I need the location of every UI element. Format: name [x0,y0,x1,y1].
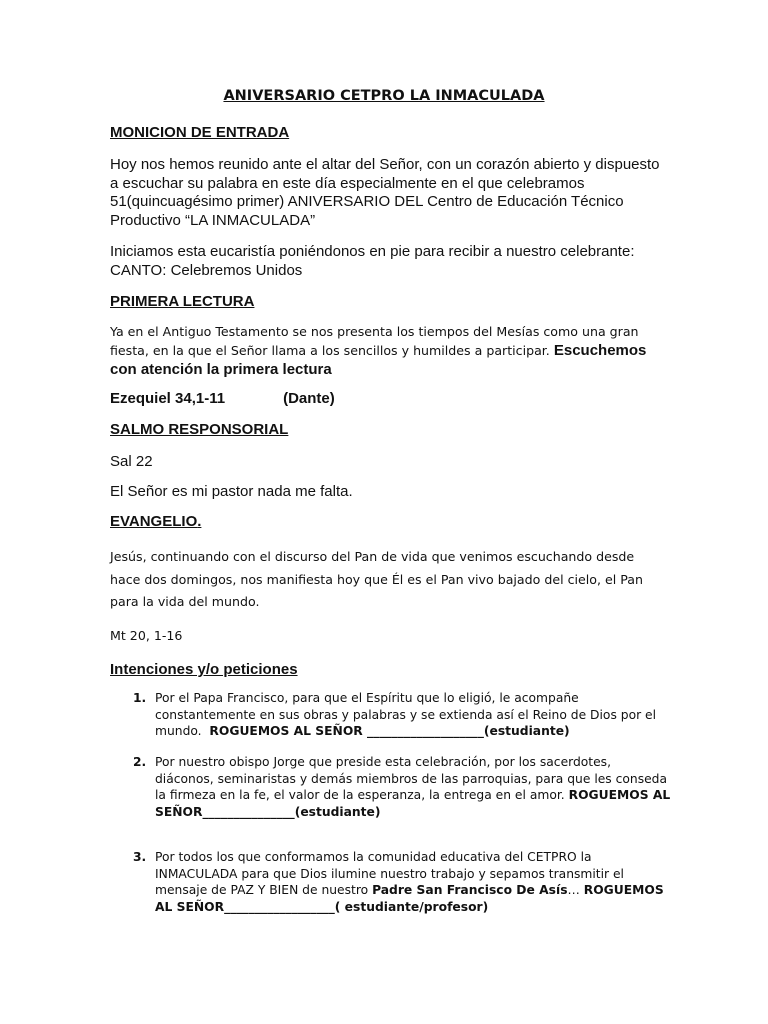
intenciones-heading: Intenciones y/o peticiones [110,661,298,678]
intencion-item-2 [133,754,673,820]
primera-cita: Ezequiel 34,1-11 [110,390,226,407]
primera-text [110,322,660,379]
salmo-respuesta: El Señor es mi pastor nada me falta. [110,483,353,500]
monicion-heading: MONICION DE ENTRADA [110,124,290,141]
intencion-response: ROGUEMOS AL SEÑOR ___________________(estudiante) [209,724,570,738]
intencion-number: 3. [133,850,147,864]
document-title: ANIVERSARIO CETPRO LA INMACULADA [223,88,545,104]
evangelio-heading-dot: . [197,513,202,530]
intencion-response: ROGUEMOS AL SEÑOR_______________(estudiante) [155,788,671,819]
intencion-ellipsis: … [567,883,580,897]
evangelio-text: Jesús, continuando con el discurso del Pan de vida que venimos escuchando desde hace dos domingos, nos manifiesta hoy que Él es el Pan vivo bajado del cielo, el Pan para la vida del mundo. [110,549,643,609]
intencion-number: 1. [133,691,147,705]
primera-heading: PRIMERA LECTURA [110,293,255,310]
intencion-text [155,690,673,740]
intencion-number: 2. [133,755,147,769]
evangelio-heading [110,513,201,530]
evangelio-heading-text: EVANGELIO [110,513,198,530]
monicion-paragraph-2 [110,243,660,280]
evangelio-cita: Mt 20, 1-16 [110,628,183,643]
salmo-heading: SALMO RESPONSORIAL [110,421,289,438]
intencion-item-3 [133,849,673,915]
intencion-body: Por nuestro obispo Jorge que preside esta celebración, por los sacerdotes, diáconos, seminaristas y demás miembros de las parroquias, para que les conseda la firmeza en la fe, el valor de la esperanza, la entrega en el amor. [155,755,668,802]
primera-lector: (Dante) [283,390,335,407]
canto-line: CANTO: Celebremos Unidos [110,261,303,279]
monicion-paragraph-1: Hoy nos hemos reunido ante el altar del Señor, con un corazón abierto y dispuesto a escuchar su palabra en este día especialmente en el que celebramos 51(quincuagésimo primer) ANIVERSARIO DEL Centro de Educación Técnico Productivo “LA INMACULADA” [110,156,660,229]
intencion-response: ROGUEMOS AL SEÑOR__________________( estudiante/profesor) [155,883,664,914]
intencion-text [155,849,673,915]
intencion-text [155,754,673,820]
monicion-paragraph-2a: Iniciamos esta eucaristía poniéndonos en pie para recibir a nuestro celebrante: [110,243,635,260]
intencion-body: Por el Papa Francisco, para que el Espíritu que lo eligió, le acompañe constantemente en sus obras y palabras y se extienda así el Reino de Dios por el mundo. [155,691,657,738]
intencion-name: Padre San Francisco De Asís [372,883,568,897]
primera-bold: Escuchemos con atención la primera lectura [110,342,647,378]
primera-intro: Ya en el Antiguo Testamento se nos presenta los tiempos del Mesías como una gran fiesta, en la que el Señor llama a los sencillos y humildes a participar. [110,324,639,358]
primera-cita-line [110,390,660,409]
salmo-cita: Sal 22 [110,453,153,470]
intencion-item-1 [133,690,673,740]
intencion-body: Por todos los que conformamos la comunidad educativa del CETPRO la INMACULADA para que Dios ilumine nuestro trabajo y sepamos transmitir el mensaje de PAZ Y BIEN de nuestro [155,850,624,897]
